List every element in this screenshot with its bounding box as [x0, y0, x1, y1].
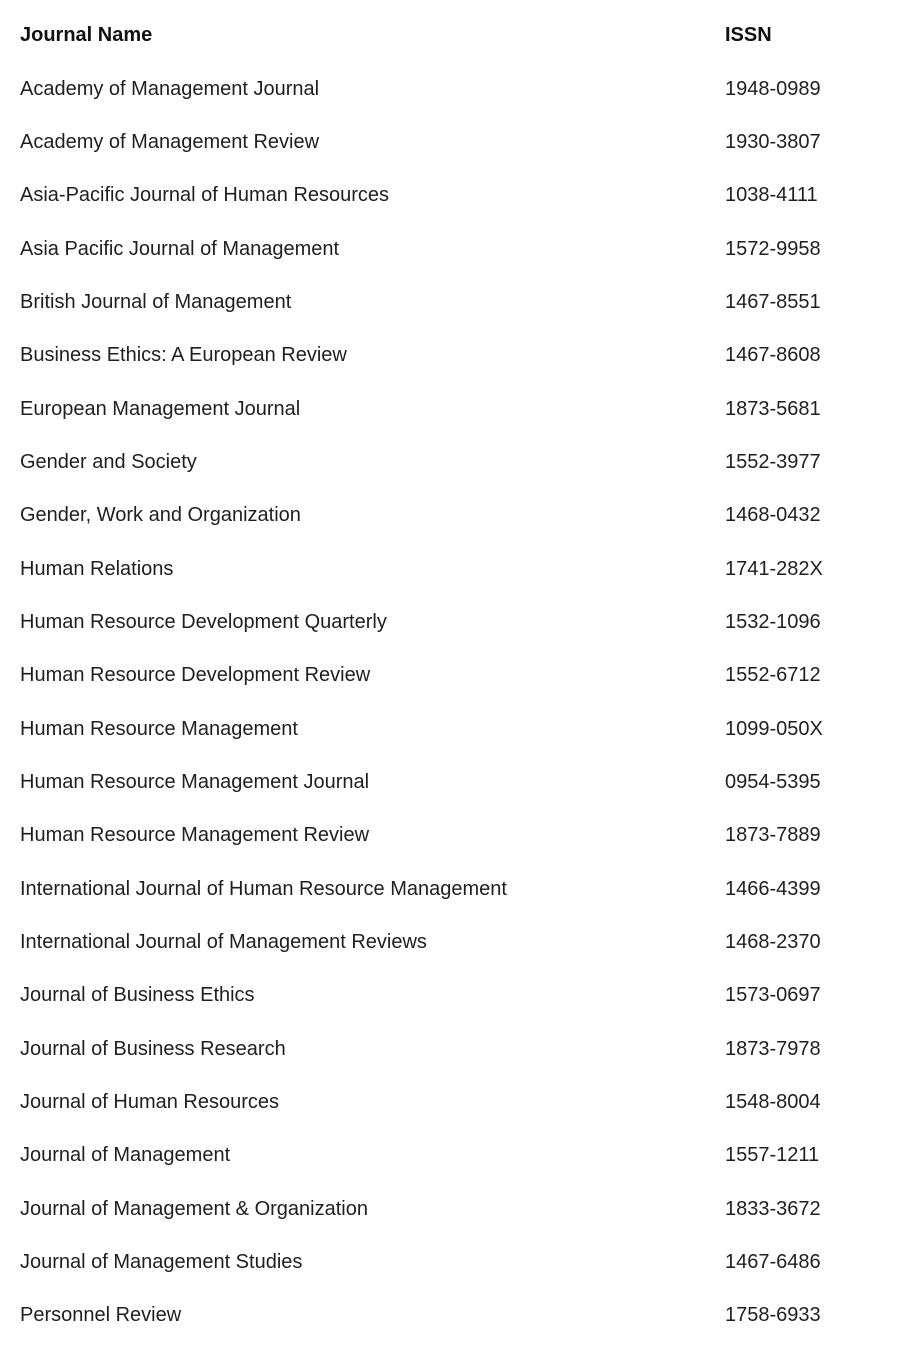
table-row — [20, 489, 886, 542]
issn-cell: 1532-1096 — [725, 610, 821, 633]
journal-name-cell: Journal of Human Resources — [20, 1091, 280, 1114]
table-row — [20, 1076, 886, 1129]
issn-cell: 1552-3977 — [725, 450, 821, 473]
table-row — [20, 276, 886, 329]
issn-cell: 1557-1211 — [725, 1144, 820, 1167]
table-row — [20, 916, 886, 969]
journal-name-cell: Journal of Management — [20, 1144, 231, 1167]
journal-name-cell: Journal of Business Research — [20, 1037, 286, 1060]
issn-cell: 0954-5395 — [725, 770, 821, 793]
issn-cell: 1873-5681 — [725, 397, 821, 420]
issn-cell: 1572-9958 — [725, 237, 821, 260]
issn-cell: 1948-0989 — [725, 77, 821, 100]
journal-name-cell: British Journal of Management — [20, 290, 292, 313]
table-row — [20, 222, 886, 275]
issn-cell: 1467-8551 — [725, 290, 821, 313]
table-row — [20, 116, 886, 169]
table-row — [20, 62, 886, 115]
journal-name-cell: Human Resource Management Journal — [20, 770, 370, 793]
table-row — [20, 649, 886, 702]
issn-cell: 1833-3672 — [725, 1197, 821, 1220]
journal-name-cell: Personnel Review — [20, 1304, 182, 1327]
journal-name-cell: Gender and Society — [20, 450, 197, 473]
issn-cell: 1466-4399 — [725, 877, 821, 900]
issn-cell: 1758-6933 — [725, 1304, 821, 1327]
issn-cell: 1741-282X — [725, 557, 823, 580]
journal-name-cell: Human Resource Management — [20, 717, 298, 740]
journal-name-cell: Human Resource Development Quarterly — [20, 610, 387, 633]
header-journal-name: Journal Name — [20, 24, 153, 47]
journal-name-cell: Asia Pacific Journal of Management — [20, 237, 340, 260]
table-body — [20, 62, 886, 1342]
table-row — [20, 1236, 886, 1289]
issn-cell: 1548-8004 — [725, 1091, 821, 1114]
journal-name-cell: Human Resource Management Review — [20, 824, 370, 847]
table-row — [20, 1129, 886, 1182]
issn-cell: 1573-0697 — [725, 984, 821, 1007]
header-row — [20, 9, 886, 62]
table-row — [20, 596, 886, 649]
issn-cell: 1099-050X — [725, 717, 823, 740]
table-row — [20, 436, 886, 489]
journal-name-cell: Journal of Business Ethics — [20, 984, 255, 1007]
journal-name-cell: Journal of Management Studies — [20, 1251, 303, 1274]
table-row — [20, 169, 886, 222]
journal-name-cell: Human Relations — [20, 557, 174, 580]
table-row — [20, 382, 886, 435]
issn-cell: 1930-3807 — [725, 130, 821, 153]
journal-name-cell: Human Resource Development Review — [20, 664, 371, 687]
table-row — [20, 1023, 886, 1076]
table-row — [20, 756, 886, 809]
journal-name-cell: Academy of Management Journal — [20, 77, 320, 100]
issn-cell: 1552-6712 — [725, 664, 821, 687]
table-row — [20, 1289, 886, 1342]
issn-cell: 1873-7978 — [725, 1037, 821, 1060]
table-row — [20, 969, 886, 1022]
table-row — [20, 542, 886, 595]
journal-name-cell: Asia-Pacific Journal of Human Resources — [20, 184, 390, 207]
table-row — [20, 1183, 886, 1236]
table-row — [20, 702, 886, 755]
journal-table — [20, 9, 886, 1343]
header-issn: ISSN — [725, 24, 772, 47]
issn-cell: 1038-4111 — [725, 184, 818, 207]
journal-name-cell: Business Ethics: A European Review — [20, 344, 347, 367]
journal-name-cell: International Journal of Human Resource Management — [20, 877, 507, 900]
table-row — [20, 329, 886, 382]
journal-name-cell: Journal of Management & Organization — [20, 1197, 368, 1220]
issn-cell: 1468-2370 — [725, 931, 821, 954]
journal-name-cell: European Management Journal — [20, 397, 301, 420]
table-row — [20, 863, 886, 916]
journal-name-cell: Academy of Management Review — [20, 130, 320, 153]
issn-cell: 1468-0432 — [725, 504, 821, 527]
issn-cell: 1873-7889 — [725, 824, 821, 847]
table-header — [20, 9, 886, 62]
table-row — [20, 809, 886, 862]
journal-name-cell: International Journal of Management Reviews — [20, 931, 427, 954]
journal-name-cell: Gender, Work and Organization — [20, 504, 301, 527]
issn-cell: 1467-8608 — [725, 344, 821, 367]
issn-cell: 1467-6486 — [725, 1251, 821, 1274]
